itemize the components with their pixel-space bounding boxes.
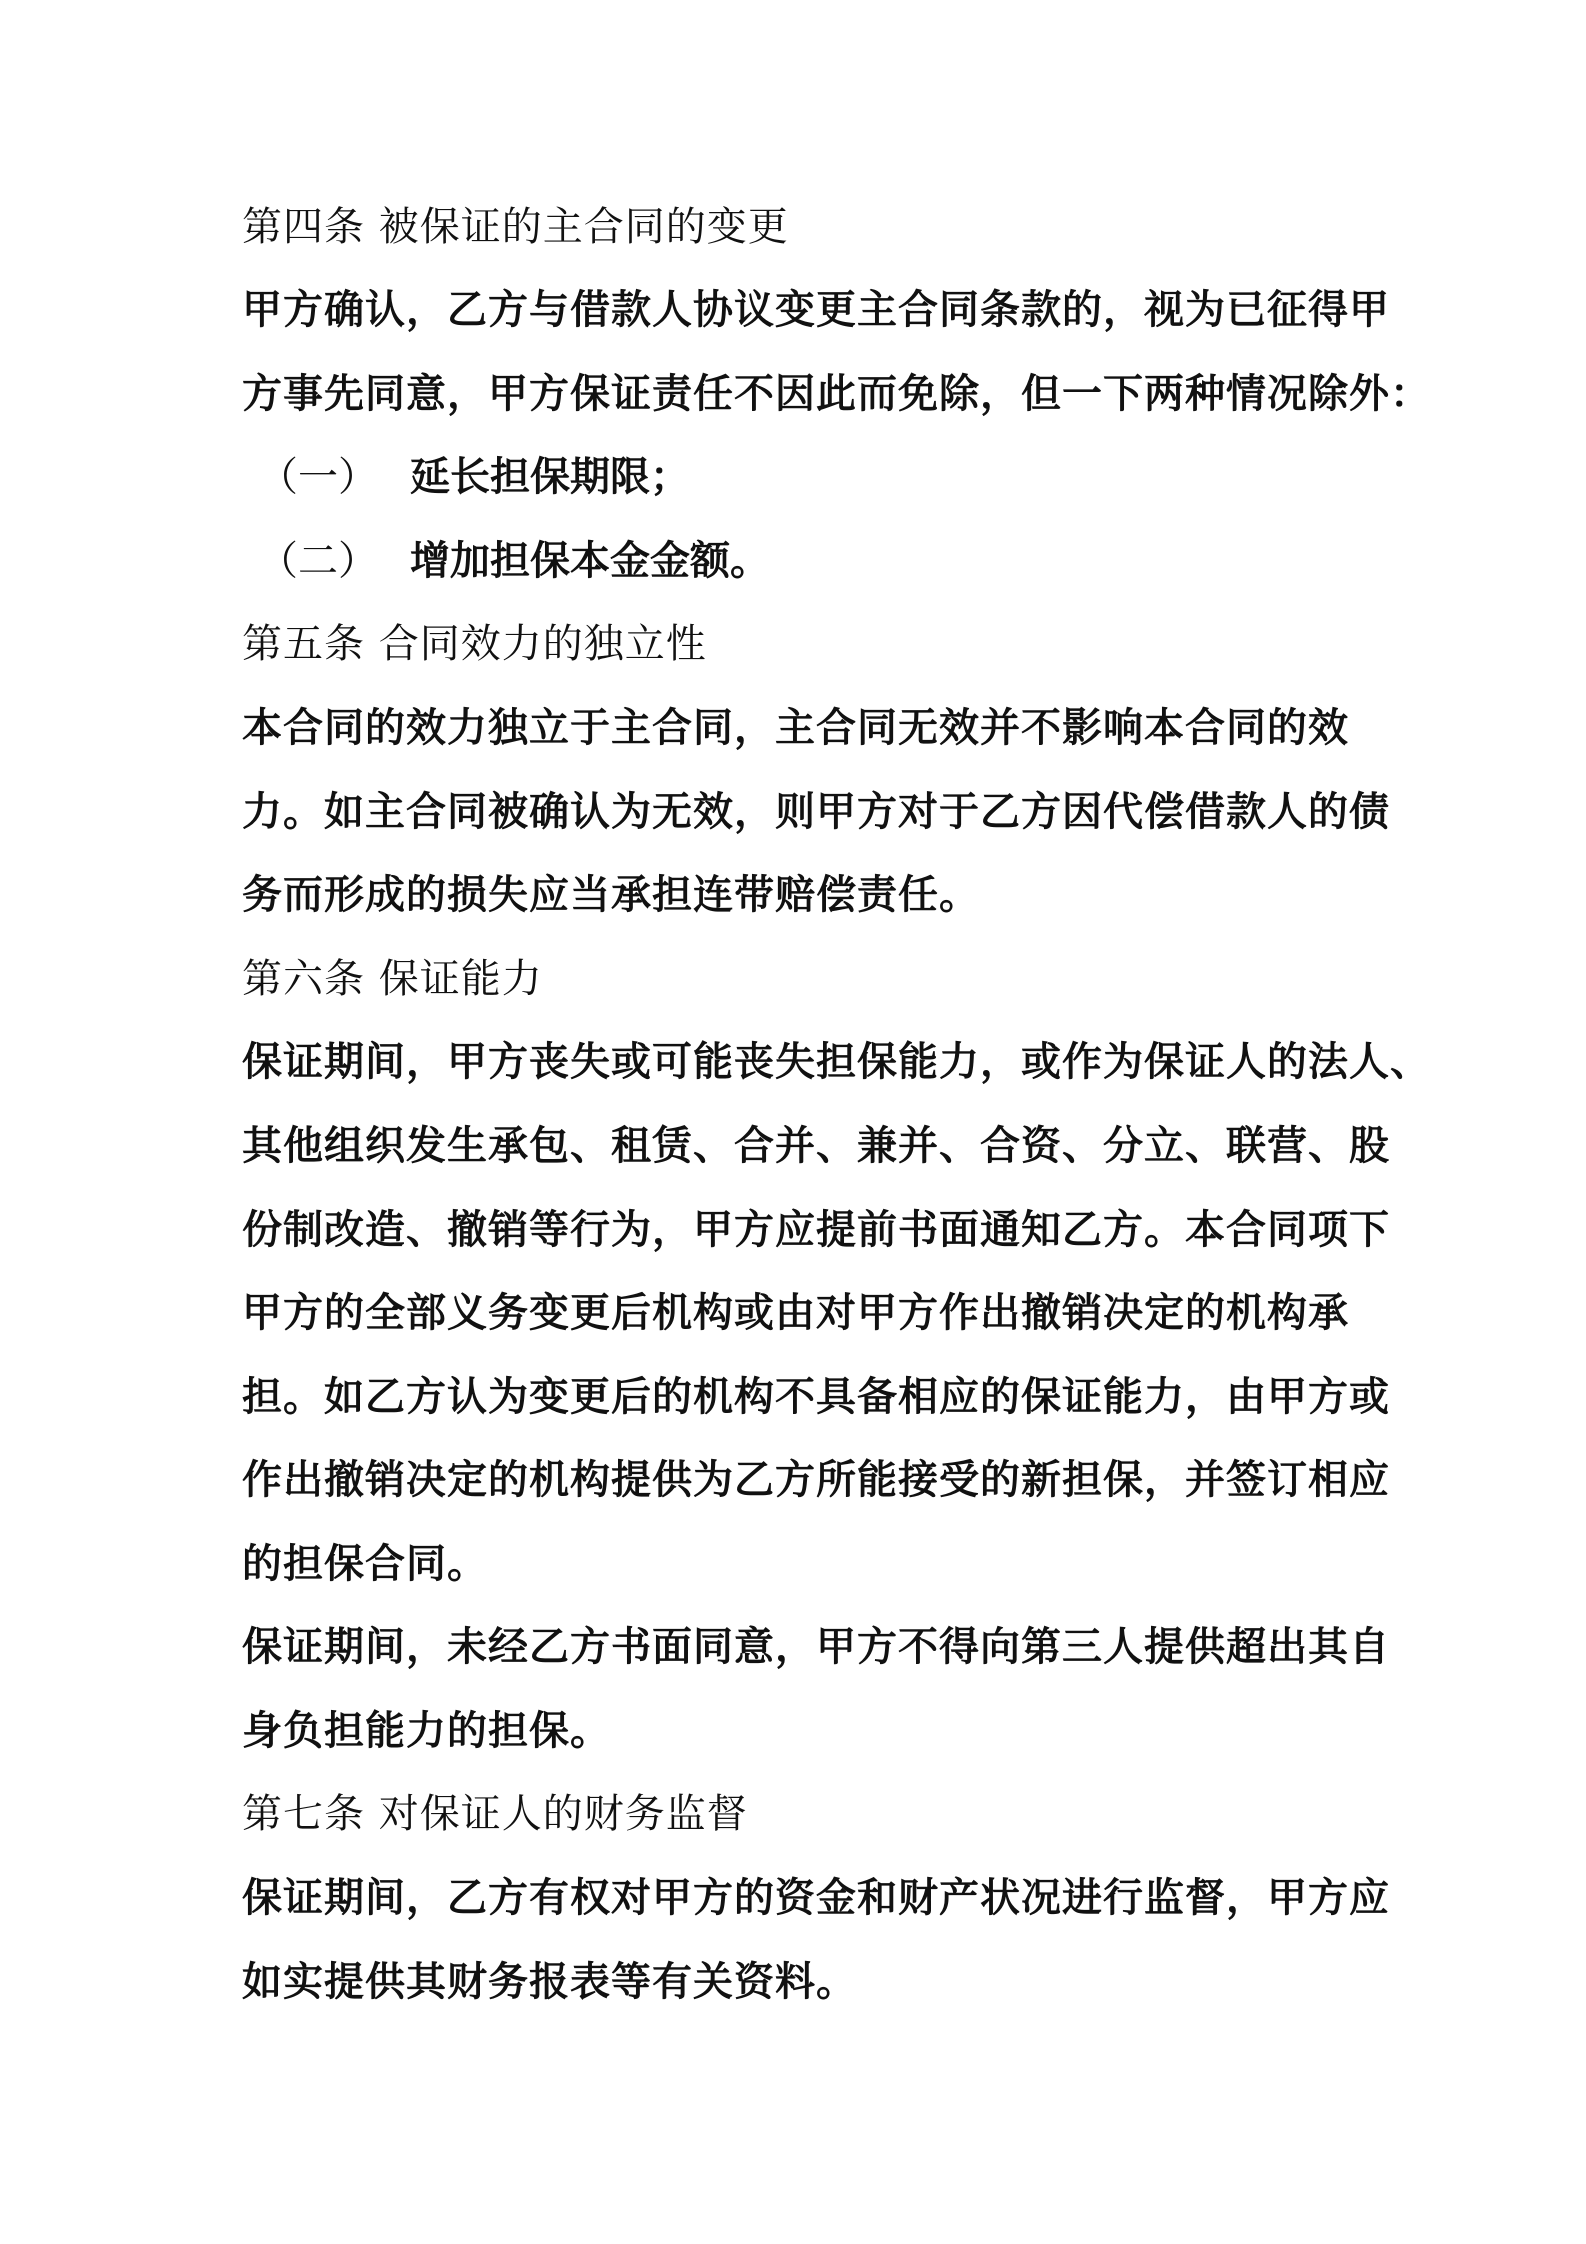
- article-6-line-8: 保证期间，未经乙方书面同意，甲方不得向第三人提供超出其自: [242, 1624, 1390, 1670]
- article-6-line-6: 作出撤销决定的机构提供为乙方所能接受的新担保，并签订相应: [242, 1457, 1390, 1503]
- article-6-line-7: 的担保合同。: [242, 1541, 488, 1587]
- article-4-line-2: 方事先同意，甲方保证责任不因此而免除，但一下两种情况除外：: [242, 371, 1431, 417]
- article-6-line-1: 保证期间，甲方丧失或可能丧失担保能力，或作为保证人的法人、: [242, 1039, 1431, 1085]
- list-item-1-marker: （一）: [258, 454, 378, 500]
- list-item-2-text: 增加担保本金金额。: [410, 538, 770, 584]
- list-item-1-text: 延长担保期限；: [410, 454, 690, 500]
- article-7-line-2: 如实提供其财务报表等有关资料。: [242, 1959, 857, 2005]
- article-7-title: 第七条 对保证人的财务监督: [242, 1791, 748, 1837]
- list-item-2-marker: （二）: [258, 538, 378, 584]
- article-4-line-1: 甲方确认，乙方与借款人协议变更主合同条款的，视为已征得甲: [242, 287, 1390, 333]
- article-6-line-5: 担。如乙方认为变更后的机构不具备相应的保证能力，由甲方或: [242, 1374, 1390, 1420]
- article-5-line-3: 务而形成的损失应当承担连带赔偿责任。: [242, 872, 980, 918]
- article-6-line-3: 份制改造、撤销等行为，甲方应提前书面通知乙方。本合同项下: [242, 1207, 1390, 1253]
- article-5-title: 第五条 合同效力的独立性: [242, 621, 707, 667]
- article-5-line-2: 力。如主合同被确认为无效，则甲方对于乙方因代偿借款人的债: [242, 789, 1390, 835]
- article-5-line-1: 本合同的效力独立于主合同，主合同无效并不影响本合同的效: [242, 705, 1349, 751]
- article-6-line-2: 其他组织发生承包、租赁、合并、兼并、合资、分立、联营、股: [242, 1123, 1390, 1169]
- article-7-line-1: 保证期间，乙方有权对甲方的资金和财产状况进行监督，甲方应: [242, 1875, 1390, 1921]
- article-6-line-9: 身负担能力的担保。: [242, 1708, 611, 1754]
- article-6-title: 第六条 保证能力: [242, 956, 543, 1002]
- article-4-title: 第四条 被保证的主合同的变更: [242, 204, 789, 250]
- article-6-line-4: 甲方的全部义务变更后机构或由对甲方作出撤销决定的机构承: [242, 1290, 1349, 1336]
